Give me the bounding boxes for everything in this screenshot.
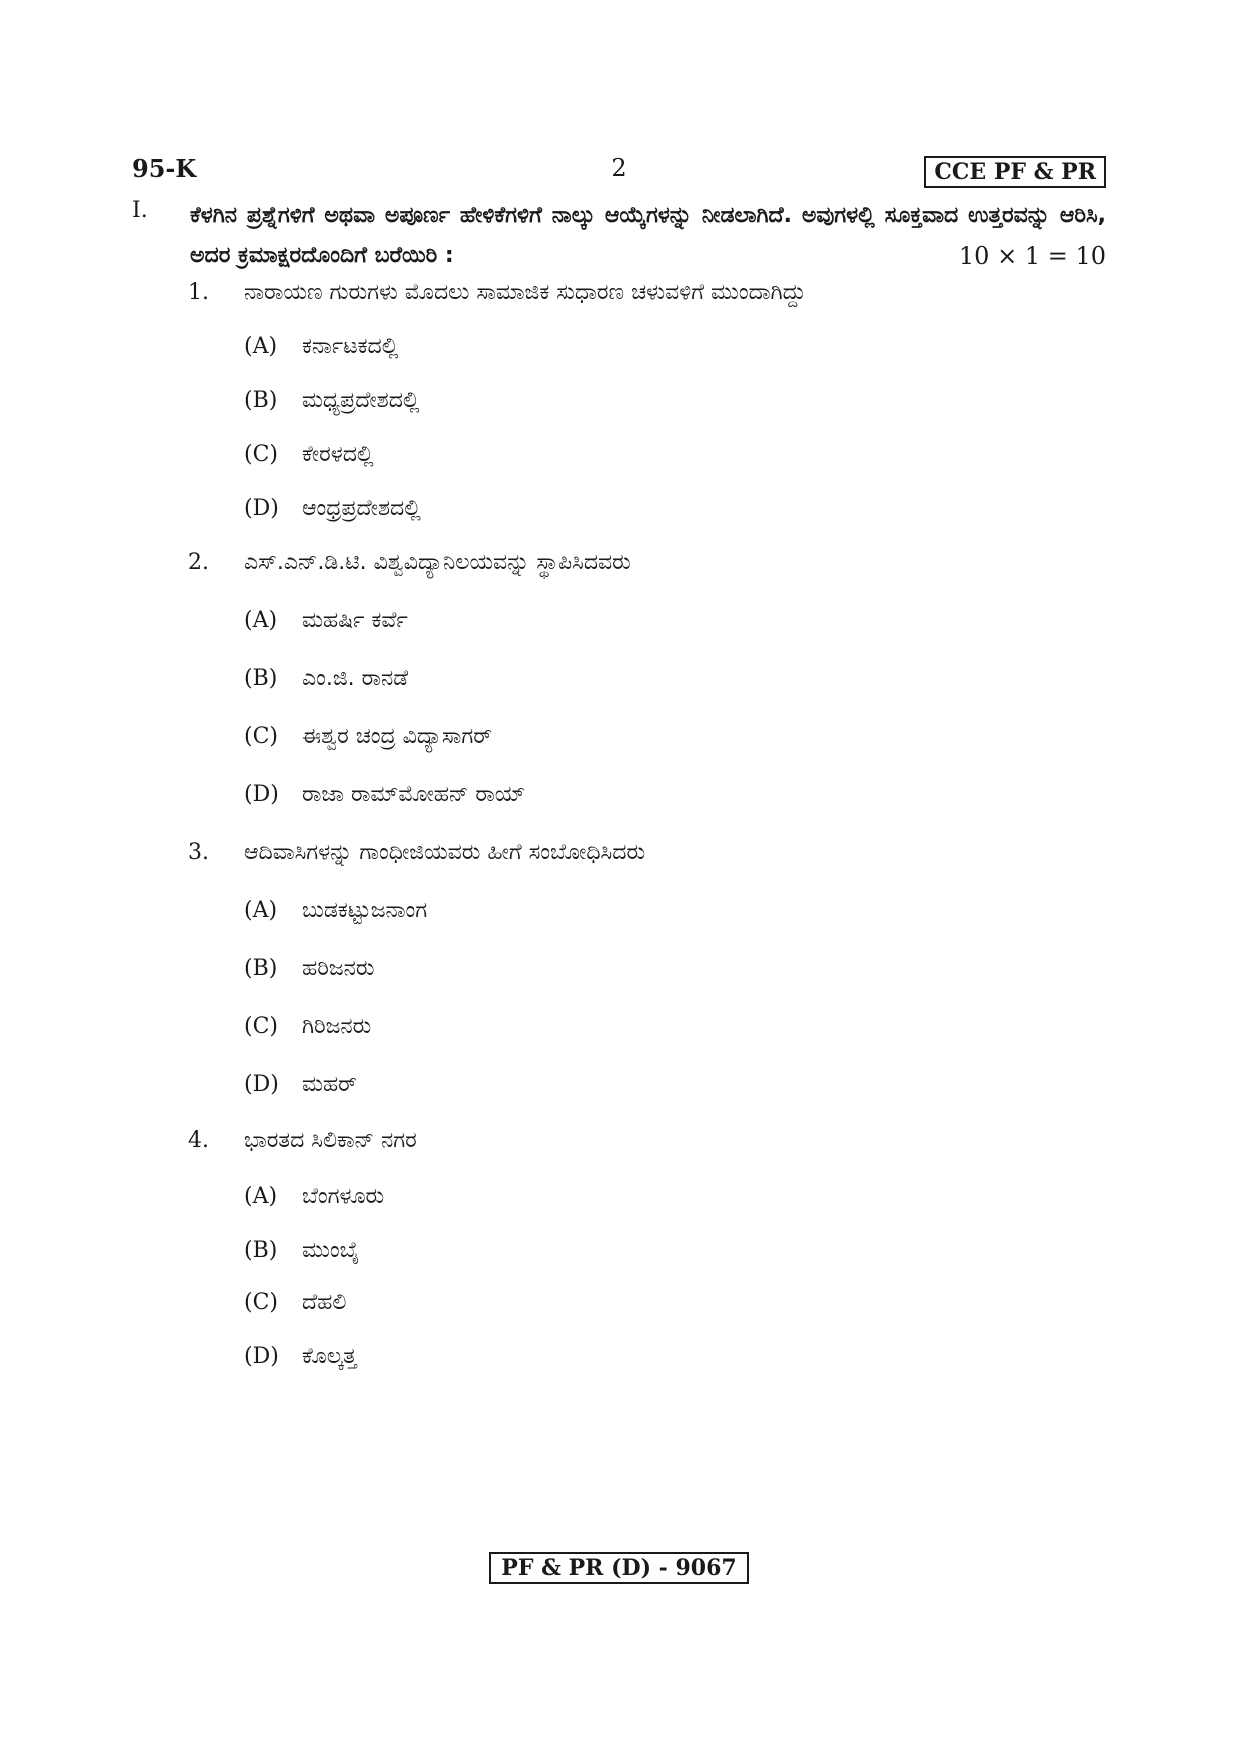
option-label: (A): [244, 1184, 278, 1209]
option-text: ರಾಜಾ ರಾಮ್‌ಮೋಹನ್ ರಾಯ್: [302, 782, 526, 807]
option-text: ಮಹರ್ಷಿ ಕರ್ವೆ: [302, 608, 408, 633]
instruction-body: ಕೆಳಗಿನ ಪ್ರಶ್ನೆಗಳಿಗೆ ಅಥವಾ ಅಪೂರ್ಣ ಹೇಳಿಕೆಗಳಿಗೆ ನಾಲ್ಕು ಆಯ್ಕೆಗಳನ್ನು ನೀಡಲಾಗಿದೆ. ಅವುಗಳಲ್ಲಿ ಸೂಕ್ತವಾದ ಉತ್ತರವನ್ನು ಆರಿಸಿ, ಅದರ ಕ್ರಮಾಕ್ಷರದೊಂದಿಗೆ ಬರೆಯಿರಿ :: [190, 203, 1106, 268]
page-header: [132, 154, 1106, 190]
page-number: 2: [611, 154, 627, 182]
option-label: (C): [244, 442, 278, 467]
footer: [0, 1552, 1238, 1584]
section-number: I.: [132, 198, 148, 223]
exam-code-box: CCE PF & PR: [924, 156, 1106, 188]
option-label: (A): [244, 898, 278, 923]
option-label: (B): [244, 956, 278, 981]
question-number: 4.: [188, 1128, 209, 1153]
option-text: ಗಿರಿಜನರು: [302, 1014, 372, 1039]
option-label: (D): [244, 1344, 279, 1369]
question-number: 2.: [188, 550, 209, 575]
option-text: ಮುಂಬೈ: [302, 1238, 360, 1263]
option-text: ಕೇರಳದಲ್ಲಿ: [302, 442, 374, 467]
option-label: (C): [244, 1014, 278, 1039]
option-label: (B): [244, 1238, 278, 1263]
question-text: ಭಾರತದ ಸಿಲಿಕಾನ್ ನಗರ: [244, 1128, 417, 1153]
option-text: ಹರಿಜನರು: [302, 956, 375, 981]
option-text: ಆಂಧ್ರಪ್ರದೇಶದಲ್ಲಿ: [302, 496, 421, 521]
option-label: (C): [244, 724, 278, 749]
option-text: ಬುಡಕಟ್ಟುಜನಾಂಗ: [302, 898, 428, 923]
option-label: (A): [244, 334, 278, 359]
instruction-text: [190, 196, 1106, 276]
option-text: ಕೊಲ್ಕತ್ತ: [302, 1344, 357, 1369]
question-number: 3.: [188, 840, 209, 865]
option-text: ಕರ್ನಾಟಕದಲ್ಲಿ: [302, 334, 399, 359]
option-label: (C): [244, 1290, 278, 1315]
marks-allocation: 10 × 1 = 10: [958, 242, 1106, 270]
option-label: (B): [244, 388, 278, 413]
option-text: ಈಶ್ವರ ಚಂದ್ರ ವಿದ್ಯಾಸಾಗರ್: [302, 724, 492, 749]
question-text: ಆದಿವಾಸಿಗಳನ್ನು ಗಾಂಧೀಜಿಯವರು ಹೀಗೆ ಸಂಬೋಧಿಸಿದರು: [244, 840, 646, 865]
option-label: (D): [244, 496, 279, 521]
question-text: ಎಸ್.ಎನ್.ಡಿ.ಟಿ. ವಿಶ್ವವಿದ್ಯಾನಿಲಯವನ್ನು ಸ್ಥಾಪಿಸಿದವರು: [244, 550, 631, 575]
question-number: 1.: [188, 280, 209, 305]
question-text: ನಾರಾಯಣ ಗುರುಗಳು ಮೊದಲು ಸಾಮಾಜಿಕ ಸುಧಾರಣ ಚಳುವಳಿಗೆ ಮುಂದಾಗಿದ್ದು: [244, 280, 806, 305]
section-instructions: [132, 196, 1106, 276]
option-text: ಎಂ.ಜಿ. ರಾನಡೆ: [302, 666, 409, 691]
option-text: ಬೆಂಗಳೂರು: [302, 1184, 385, 1209]
option-text: ದೆಹಲಿ: [302, 1290, 347, 1315]
footer-code-box: PF & PR (D) - 9067: [489, 1552, 748, 1584]
paper-code: 95-K: [132, 154, 197, 183]
option-label: (A): [244, 608, 278, 633]
option-text: ಮಧ್ಯಪ್ರದೇಶದಲ್ಲಿ: [302, 388, 420, 413]
option-label: (D): [244, 782, 279, 807]
option-label: (B): [244, 666, 278, 691]
option-label: (D): [244, 1072, 279, 1097]
option-text: ಮಹರ್: [302, 1072, 357, 1097]
